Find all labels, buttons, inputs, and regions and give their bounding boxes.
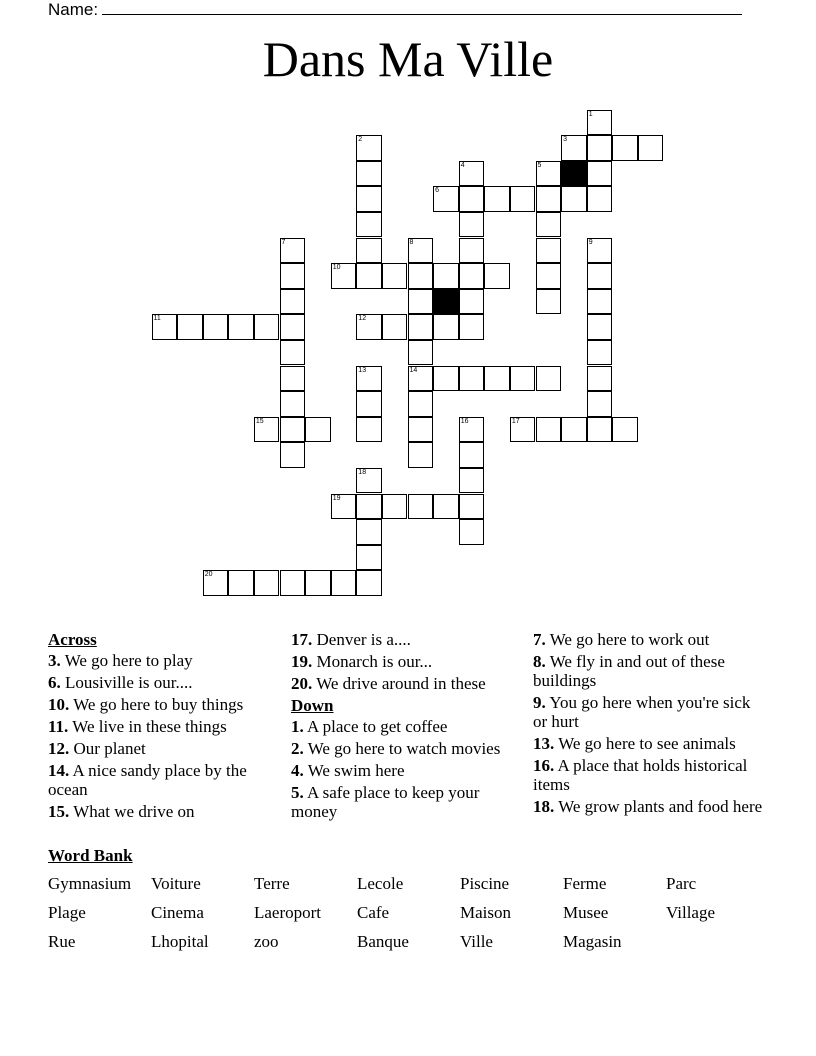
word-bank-word: Laeroport — [254, 903, 322, 922]
crossword-cell[interactable] — [356, 212, 382, 238]
crossword-cell[interactable] — [612, 135, 638, 161]
crossword-cell[interactable] — [356, 314, 382, 340]
clue-item — [291, 674, 516, 693]
clue-number: 7 — [281, 238, 286, 246]
crossword-cell[interactable] — [484, 263, 510, 289]
crossword-cell[interactable] — [280, 442, 306, 468]
clue-number: 3 — [563, 136, 567, 144]
clue-number: 9. — [533, 693, 546, 712]
crossword-cell[interactable] — [459, 263, 485, 289]
word-bank-word: Terre — [254, 874, 290, 893]
clue-text: A place to get coffee — [303, 717, 448, 736]
clue-number: 10. — [48, 695, 70, 714]
crossword-cell[interactable] — [536, 161, 562, 187]
crossword-cell[interactable] — [280, 417, 306, 443]
clues-column-1 — [48, 630, 273, 824]
clue-number: 3. — [48, 651, 61, 670]
clue-item — [48, 651, 273, 670]
crossword-cell[interactable] — [510, 186, 536, 212]
crossword-cell[interactable] — [280, 314, 306, 340]
crossword-cell[interactable] — [356, 238, 382, 264]
crossword-cell[interactable] — [152, 314, 178, 340]
crossword-cell[interactable] — [408, 442, 434, 468]
crossword-cell[interactable] — [254, 417, 280, 443]
crossword-cell[interactable] — [433, 366, 459, 392]
crossword-cell[interactable] — [459, 238, 485, 264]
word-bank-title: Word Bank — [48, 846, 133, 865]
crossword-cell[interactable] — [459, 161, 485, 187]
crossword-cell[interactable] — [587, 135, 613, 161]
crossword-cell[interactable] — [561, 186, 587, 212]
crossword-cell[interactable] — [587, 186, 613, 212]
word-bank — [48, 874, 769, 952]
clue-number: 18. — [533, 797, 555, 816]
crossword-cell[interactable] — [561, 135, 587, 161]
crossword-cell[interactable] — [408, 289, 434, 315]
crossword-cell[interactable] — [356, 391, 382, 417]
crossword-cell[interactable] — [203, 314, 229, 340]
clue-item — [48, 739, 273, 758]
clue-number: 16. — [533, 756, 555, 775]
crossword-cell[interactable] — [356, 545, 382, 571]
crossword-cell[interactable] — [356, 263, 382, 289]
clue-text: We go here to play — [60, 651, 193, 670]
crossword-cell[interactable] — [356, 417, 382, 443]
crossword-cell[interactable] — [280, 391, 306, 417]
crossword-cell[interactable] — [459, 494, 485, 520]
clue-number: 16 — [460, 417, 469, 425]
crossword-cell[interactable] — [536, 212, 562, 238]
clue-text: Lousiville is our.... — [60, 673, 193, 692]
word-bank-word: Village — [666, 903, 716, 922]
crossword-cell[interactable] — [356, 468, 382, 494]
crossword-cell[interactable] — [254, 314, 280, 340]
word-bank-word: zoo — [254, 932, 279, 951]
clue-number: 19. — [291, 652, 313, 671]
clue-number: 17 — [511, 417, 520, 425]
clue-number: 7. — [533, 630, 546, 649]
clue-number: 5 — [537, 161, 542, 169]
clue-item — [48, 761, 273, 799]
crossword-cell[interactable] — [331, 570, 357, 596]
crossword-cell[interactable] — [280, 289, 306, 315]
word-bank-word: Plage — [48, 903, 86, 922]
crossword-cell[interactable] — [203, 570, 229, 596]
crossword-cell[interactable] — [510, 366, 536, 392]
clue-item — [48, 717, 273, 736]
clue-number: 20 — [204, 571, 213, 579]
crossword-cell[interactable] — [280, 238, 306, 264]
word-bank-word: Ferme — [563, 874, 607, 893]
clue-text: We drive around in these — [312, 674, 486, 693]
crossword-cell[interactable] — [356, 135, 382, 161]
clue-number: 18 — [358, 468, 367, 476]
clue-item — [48, 695, 273, 714]
crossword-cell[interactable] — [587, 289, 613, 315]
crossword-cell[interactable] — [587, 366, 613, 392]
crossword-cell[interactable] — [382, 494, 408, 520]
crossword-cell[interactable] — [280, 263, 306, 289]
clue-number: 2 — [358, 136, 363, 144]
crossword-cell[interactable] — [280, 366, 306, 392]
clue-number: 19 — [332, 494, 341, 502]
clue-number: 8. — [533, 652, 546, 671]
clue-item — [533, 756, 768, 794]
crossword-cell[interactable] — [356, 494, 382, 520]
clue-text: We go here to watch movies — [303, 739, 501, 758]
clue-number: 5. — [291, 783, 304, 802]
clue-text: Monarch is our... — [312, 652, 433, 671]
crossword-block — [433, 289, 459, 315]
clue-item — [48, 802, 273, 821]
word-bank-word: Cafe — [357, 903, 390, 922]
crossword-cell[interactable] — [587, 417, 613, 443]
clue-text: You go here when you're sick or hurt — [533, 693, 751, 731]
crossword-cell[interactable] — [433, 186, 459, 212]
crossword-cell[interactable] — [536, 263, 562, 289]
crossword-cell[interactable] — [587, 340, 613, 366]
crossword-cell[interactable] — [305, 417, 331, 443]
crossword-cell[interactable] — [459, 442, 485, 468]
word-bank-word: Cinema — [151, 903, 204, 922]
crossword-cell[interactable] — [382, 263, 408, 289]
clue-number: 17. — [291, 630, 313, 649]
clue-number: 14 — [409, 366, 418, 374]
clue-item — [533, 797, 768, 816]
crossword-cell[interactable] — [254, 570, 280, 596]
clue-number: 13. — [533, 734, 555, 753]
crossword-cell[interactable] — [587, 314, 613, 340]
crossword-cell[interactable] — [356, 366, 382, 392]
crossword-cell[interactable] — [561, 417, 587, 443]
page-title: Dans Ma Ville — [262, 31, 554, 87]
clue-item — [291, 739, 516, 758]
word-bank-word: Ville — [460, 932, 493, 951]
clue-number: 6 — [435, 187, 439, 195]
crossword-cell[interactable] — [536, 417, 562, 443]
clue-number: 11. — [48, 717, 69, 736]
clue-number: 15. — [48, 802, 70, 821]
word-bank-word: Piscine — [460, 874, 510, 893]
clue-item — [533, 734, 768, 753]
crossword-cell[interactable] — [459, 186, 485, 212]
clue-section-heading: Down — [291, 696, 334, 715]
word-bank-word: Maison — [460, 903, 511, 922]
crossword-cell[interactable] — [408, 263, 434, 289]
crossword-cell[interactable] — [587, 161, 613, 187]
word-bank-word: Voiture — [151, 874, 201, 893]
crossword-cell[interactable] — [484, 186, 510, 212]
clue-number: 20. — [291, 674, 313, 693]
clue-item — [291, 783, 516, 821]
clue-text: A place that holds historical items — [533, 756, 748, 794]
crossword-cell[interactable] — [587, 391, 613, 417]
crossword-cell[interactable] — [459, 468, 485, 494]
crossword-cell[interactable] — [408, 340, 434, 366]
crossword-cell[interactable] — [408, 417, 434, 443]
clue-number: 12. — [48, 739, 70, 758]
clue-text: Denver is a.... — [312, 630, 411, 649]
crossword-cell[interactable] — [536, 366, 562, 392]
crossword-cell[interactable] — [459, 289, 485, 315]
crossword-cell[interactable] — [612, 417, 638, 443]
clues-column-2 — [291, 630, 516, 824]
clue-number: 13 — [358, 366, 367, 374]
crossword-cell[interactable] — [587, 238, 613, 264]
clue-number: 6. — [48, 673, 61, 692]
clue-section-heading: Across — [48, 630, 97, 649]
crossword-cell[interactable] — [356, 161, 382, 187]
clue-item — [48, 673, 273, 692]
crossword-cell[interactable] — [228, 314, 254, 340]
crossword-cell[interactable] — [510, 417, 536, 443]
word-bank-word: Lecole — [357, 874, 404, 893]
clue-text: We fly in and out of these buildings — [533, 652, 725, 690]
clue-text: What we drive on — [69, 802, 195, 821]
word-bank-word: Gymnasium — [48, 874, 132, 893]
crossword-cell[interactable] — [459, 314, 485, 340]
crossword-cell[interactable] — [459, 366, 485, 392]
word-bank-word: Magasin — [563, 932, 622, 951]
clue-item — [291, 652, 516, 671]
crossword-cell[interactable] — [408, 494, 434, 520]
word-bank-word: Banque — [357, 932, 409, 951]
crossword-cell[interactable] — [356, 186, 382, 212]
crossword-cell[interactable] — [433, 263, 459, 289]
crossword-cell[interactable] — [433, 494, 459, 520]
crossword-cell[interactable] — [331, 263, 357, 289]
crossword-cell[interactable] — [408, 314, 434, 340]
clue-text: We swim here — [303, 761, 405, 780]
crossword-cell[interactable] — [484, 366, 510, 392]
crossword-cell[interactable] — [228, 570, 254, 596]
clue-item — [533, 652, 768, 690]
crossword-block — [561, 161, 587, 187]
clue-item — [291, 630, 516, 649]
crossword-cell[interactable] — [638, 135, 664, 161]
crossword-cell[interactable] — [536, 238, 562, 264]
crossword-cell[interactable] — [382, 314, 408, 340]
clue-item — [533, 630, 768, 649]
clue-text: We go here to work out — [545, 630, 710, 649]
name-label: Name: — [48, 0, 99, 19]
clue-item — [291, 761, 516, 780]
crossword-cell[interactable] — [587, 263, 613, 289]
clue-number: 9 — [588, 238, 593, 246]
clue-text: We live in these things — [68, 717, 227, 736]
clue-text: We grow plants and food here — [554, 797, 763, 816]
crossword-cell[interactable] — [433, 314, 459, 340]
word-bank-word: Parc — [666, 874, 697, 893]
crossword-cell[interactable] — [280, 340, 306, 366]
clue-item — [533, 693, 768, 731]
crossword-cell[interactable] — [280, 570, 306, 596]
crossword-cell[interactable] — [356, 519, 382, 545]
clue-number: 12 — [358, 315, 367, 323]
word-bank-word: Rue — [48, 932, 76, 951]
crossword-cell[interactable] — [408, 238, 434, 264]
crossword-cell[interactable] — [331, 494, 357, 520]
crossword-cell[interactable] — [177, 314, 203, 340]
clues-column-3 — [533, 630, 768, 819]
clue-item — [291, 717, 516, 736]
clue-number: 2. — [291, 739, 304, 758]
crossword-cell[interactable] — [356, 570, 382, 596]
clue-text: A nice sandy place by the ocean — [48, 761, 247, 799]
crossword-cell[interactable] — [408, 366, 434, 392]
crossword-cell[interactable] — [536, 289, 562, 315]
clue-number: 15 — [255, 417, 264, 425]
crossword-cell[interactable] — [459, 519, 485, 545]
clue-number: 8 — [409, 238, 414, 246]
clue-text: We go here to buy things — [69, 695, 244, 714]
clue-text: Our planet — [69, 739, 146, 758]
crossword-cell[interactable] — [587, 110, 613, 136]
clue-number: 10 — [332, 264, 341, 272]
clue-text: A safe place to keep your money — [291, 783, 480, 821]
crossword-cell[interactable] — [408, 391, 434, 417]
crossword-cell[interactable] — [536, 186, 562, 212]
crossword-cell[interactable] — [459, 212, 485, 238]
word-bank-word: Musee — [563, 903, 609, 922]
clue-number: 14. — [48, 761, 70, 780]
clue-number: 4 — [460, 161, 465, 169]
clue-number: 11 — [153, 315, 161, 323]
clue-text: We go here to see animals — [554, 734, 736, 753]
clue-number: 1 — [588, 110, 593, 118]
clue-number: 4. — [291, 761, 304, 780]
word-bank-word: Lhopital — [151, 932, 209, 951]
clue-number: 1. — [291, 717, 304, 736]
crossword-cell[interactable] — [459, 417, 485, 443]
crossword-cell[interactable] — [305, 570, 331, 596]
